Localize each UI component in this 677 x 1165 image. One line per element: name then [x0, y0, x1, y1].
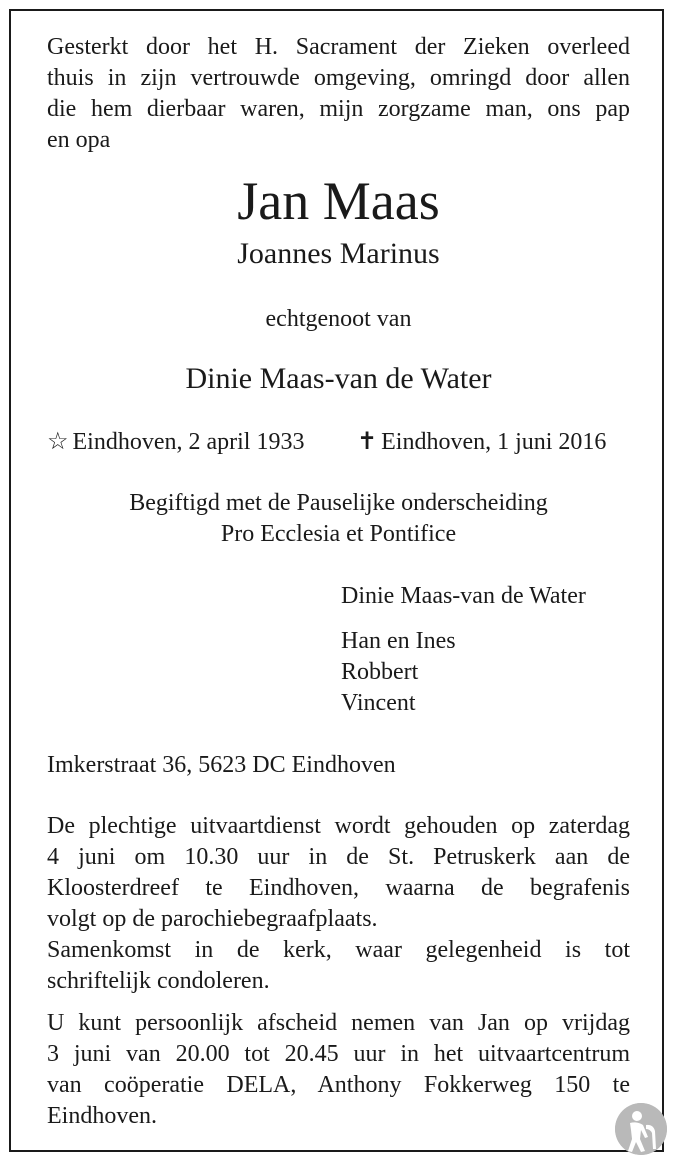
gathering-paragraph — [47, 935, 630, 997]
death-date — [357, 427, 606, 458]
service-line: volgt op de parochiebegraafplaats. — [47, 906, 378, 932]
intro-line: thuis in zijn vertrouwde omgeving, omringd door allen — [47, 65, 630, 91]
star-icon: ☆ — [47, 429, 69, 455]
service-line: 4 juni om 10.30 uur in de St. Petruskerk aan de — [47, 844, 630, 870]
death-text: Eindhoven, 1 juni 2016 — [381, 429, 607, 455]
farewell-line: van coöperatie DELA, Anthony Fokkerweg 150 te — [47, 1072, 630, 1098]
farewell-paragraph — [47, 1008, 630, 1132]
birth-text: Eindhoven, 2 april 1933 — [72, 429, 305, 455]
farewell-line: U kunt persoonlijk afscheid nemen van Jan op vrijdag — [47, 1010, 630, 1036]
gathering-line: schriftelijk condoleren. — [47, 968, 270, 994]
service-paragraph — [47, 811, 630, 935]
family-spouse: Dinie Maas-van de Water — [341, 583, 586, 609]
honor-line-1: Begiftigd met de Pauselijke onderscheiding — [129, 490, 548, 516]
cross-icon: ✝ — [357, 429, 378, 455]
birth-date — [47, 427, 304, 458]
home-address: Imkerstraat 36, 5623 DC Eindhoven — [47, 752, 396, 778]
deceased-name: Jan Maas — [237, 171, 440, 231]
intro-line: die hem dierbaar waren, mijn zorgzame man, ons pap — [47, 96, 630, 122]
family-member: Han en Ines — [341, 628, 456, 654]
service-line: De plechtige uitvaartdienst wordt gehouden op zaterdag — [47, 813, 630, 839]
farewell-line: 3 juni van 20.00 tot 20.45 uur in het uitvaartcentrum — [47, 1041, 630, 1067]
deceased-full-name: Joannes Marinus — [237, 237, 440, 270]
intro-line: Gesterkt door het H. Sacrament der Zieken overleed — [47, 34, 630, 60]
gathering-line: Samenkomst in de kerk, waar gelegenheid is tot — [47, 937, 630, 963]
intro-paragraph — [47, 32, 630, 156]
farewell-line: Eindhoven. — [47, 1103, 157, 1129]
honor-line-2: Pro Ecclesia et Pontifice — [220, 521, 457, 547]
intro-line: en opa — [47, 127, 111, 153]
spouse-name: Dinie Maas-van de Water — [185, 362, 492, 395]
spouse-label: echtgenoot van — [265, 306, 412, 332]
family-member: Vincent — [341, 690, 416, 716]
service-line: Kloosterdreef te Eindhoven, waarna de begrafenis — [47, 875, 630, 901]
family-member: Robbert — [341, 659, 419, 685]
figure-silhouette-icon — [615, 1103, 667, 1155]
